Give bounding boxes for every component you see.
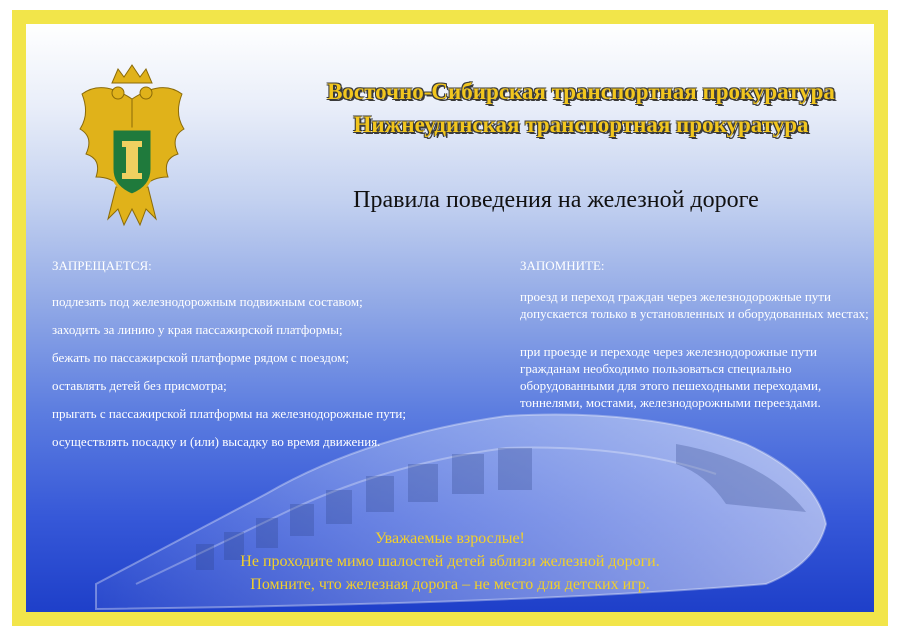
poster-panel	[26, 24, 874, 612]
forbidden-item: подлезать под железнодорожным подвижным составом;	[52, 294, 363, 309]
remember-heading: ЗАПОМНИТЕ:	[520, 258, 605, 273]
remember-item: проезд и переход граждан через железнодорожные пути допускается только в установленных и оборудованных местах;	[520, 289, 869, 321]
appeal-greeting: Уважаемые взрослые!	[375, 530, 525, 547]
remember-item: при проезде и переходе через железнодорожные пути гражданам необходимо пользоваться специально оборудованными для этого пешеходными переходами, тоннелями, мостами, железнодорожными переездами.	[520, 344, 822, 410]
page-title: Правила поведения на железной дороге	[353, 187, 759, 213]
poster	[12, 10, 888, 626]
org-line-local: Нижнеудинская транспортная прокуратура	[353, 112, 809, 137]
forbidden-item: заходить за линию у края пассажирской платформы;	[52, 322, 343, 337]
forbidden-item: осуществлять посадку и (или) высадку во время движения.	[52, 434, 381, 449]
org-line-regional: Восточно-Сибирская транспортная прокуратура	[327, 79, 835, 104]
forbidden-item: бежать по пассажирской платформе рядом с поездом;	[52, 350, 349, 365]
forbidden-section	[52, 258, 492, 456]
appeal-block	[26, 527, 874, 596]
appeal-line: Не проходите мимо шалостей детей вблизи железной дороги.	[240, 553, 660, 570]
appeal-line: Помните, что железная дорога – не место для детских игр.	[250, 576, 650, 593]
prosecutor-eagle-emblem-icon	[72, 59, 192, 229]
forbidden-heading: ЗАПРЕЩАЕТСЯ:	[52, 258, 152, 273]
forbidden-list	[52, 288, 492, 456]
forbidden-item: прыгать с пассажирской платформы на железнодорожные пути;	[52, 406, 406, 421]
remember-list	[520, 288, 880, 411]
remember-section	[520, 258, 880, 432]
forbidden-item: оставлять детей без присмотра;	[52, 378, 227, 393]
